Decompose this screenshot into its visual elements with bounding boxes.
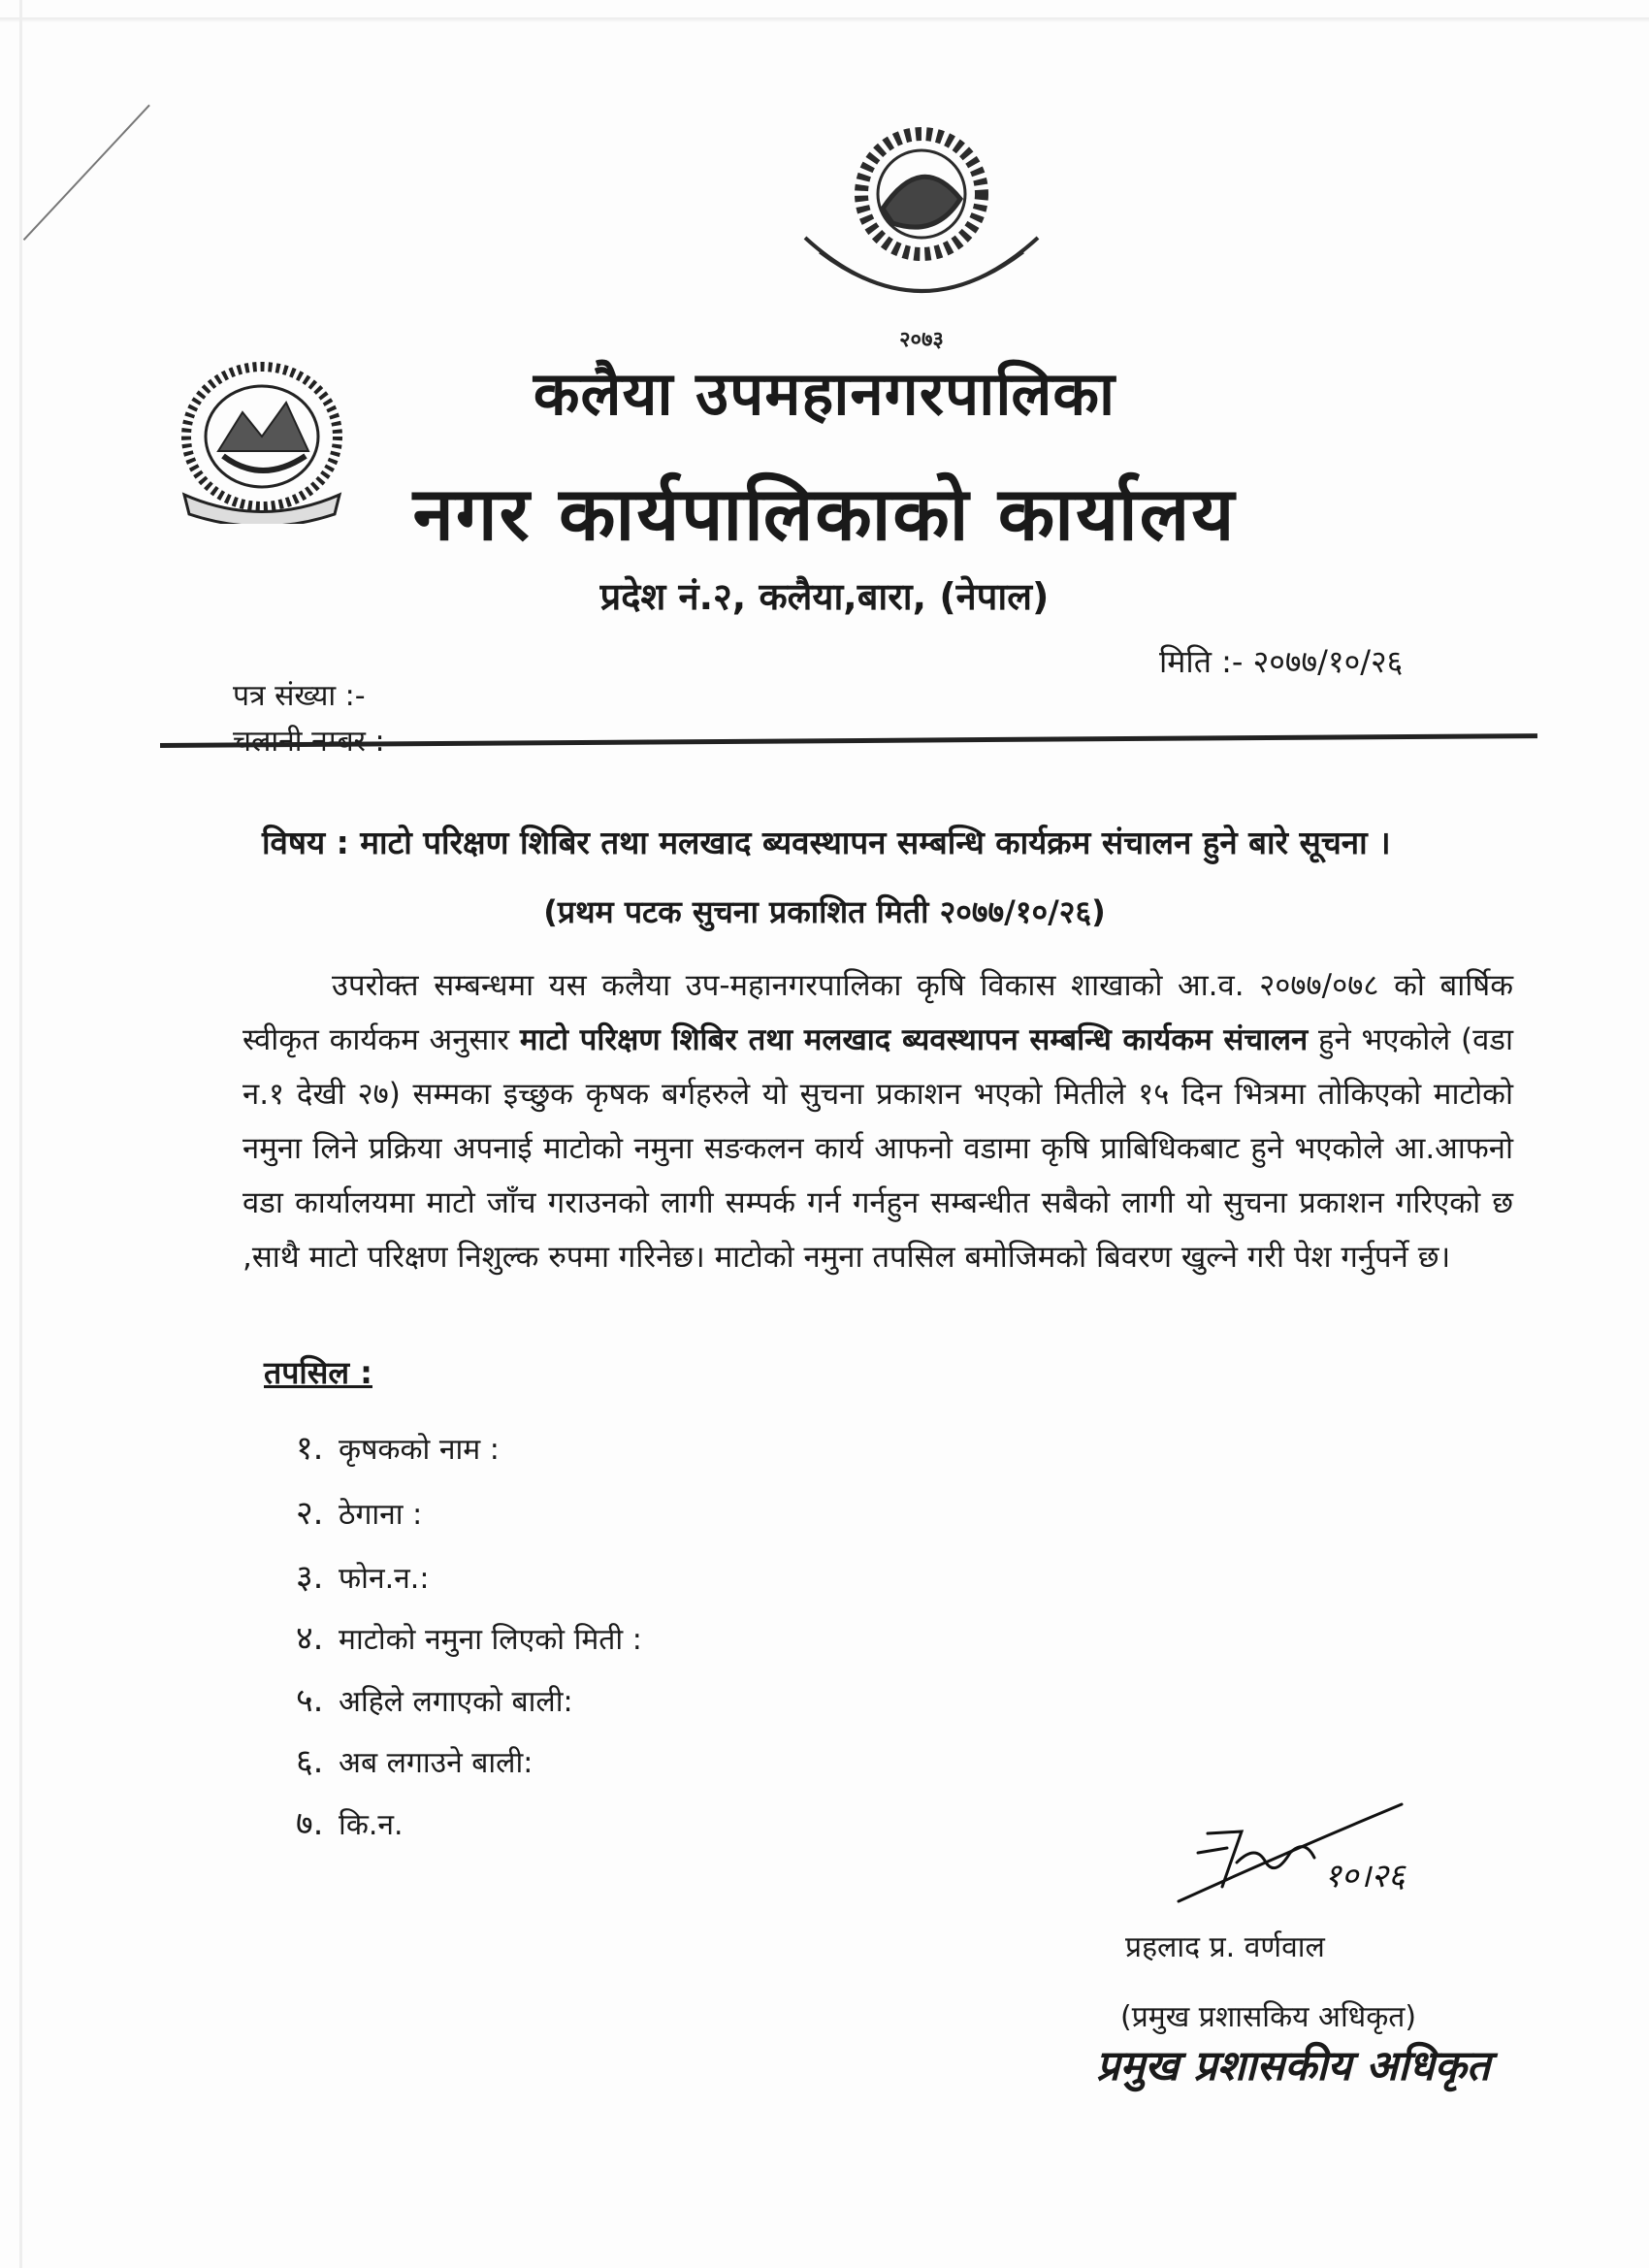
signature-date: १०।२६ — [1324, 1857, 1406, 1895]
schedule-item — [296, 1424, 500, 1469]
letter-date: मिति :- २०७७/१०/२६ — [1159, 643, 1404, 680]
schedule-item — [296, 1614, 642, 1659]
signatory-stamp: प्रमुख प्रशासकीय अधिकृत — [1096, 2042, 1491, 2090]
schedule-item — [296, 1737, 533, 1782]
seal-year: २०७३ — [899, 328, 944, 352]
scan-edge-left — [19, 0, 22, 2268]
schedule-item-number: १. — [296, 1429, 324, 1468]
schedule-item-number: ४. — [296, 1619, 324, 1658]
scan-edge — [0, 17, 1649, 23]
schedule-heading: तपसिल : — [264, 1354, 372, 1391]
dispatch-number — [233, 720, 395, 760]
handwritten-signature — [1169, 1795, 1440, 1921]
fold-line — [23, 105, 150, 241]
office-seal — [776, 92, 1067, 354]
schedule-item-label: ठेगाना : — [339, 1498, 423, 1532]
municipality-name: कलैया उपमहानगरपालिका — [533, 358, 1116, 429]
letter-number: पत्र संख्या :- — [233, 679, 366, 713]
schedule-item — [296, 1676, 573, 1721]
schedule-item-number: ५. — [296, 1681, 324, 1720]
office-address: प्रदेश नं.२, कलैया,बारा, (नेपाल) — [599, 575, 1050, 618]
notice-subject: विषय : माटो परिक्षण शिबिर तथा मलखाद ब्यवस्थापन सम्बन्धि कार्यक्रम संचालन हुने बारे सूचना । — [262, 824, 1391, 861]
schedule-item-label: कि.न. — [339, 1808, 404, 1842]
signatory-title: (प्रमुख प्रशासकिय अधिकृत) — [1120, 2000, 1417, 2034]
notice-body — [242, 958, 1513, 1284]
schedule-item-number: ७. — [296, 1804, 324, 1843]
body-text-part2: हुने भएकोले (वडा न.१ देखी २७) सम्मका इच्छुक कृषक बर्गहरुले यो सुचना प्रकाशन भएको मितीले १५ दिन भित्रमा तोकिएको माटोको नमुना लिने प्रक्रिया अपनाई माटोको नमुना सङकलन कार्य आफनो वडामा कृषि प्राबिधिकबाट हुने भएकोले आ.आफनो वडा कार्यालयमा माटो जाँच गराउनको लागी सम्पर्क गर्न गर्नहुन सम्बन्धीत सबैको लागी यो सुचना प्रकाशन गरिएको छ ,साथै माटो परिक्षण निशुल्क रुपमा गरिनेछ। माटोको नमुना तपसिल बमोजिमको बिवरण खुल्ने गरी पेश गर्नुपर्ने छ। — [242, 1022, 1513, 1275]
schedule-item-label: माटोको नमुना लिएको मिती : — [339, 1623, 642, 1657]
schedule-item-label: फोन.न.: — [339, 1562, 430, 1596]
signatory-name: प्रहलाद प्र. वर्णवाल — [1125, 1930, 1325, 1964]
schedule-item-number: ३. — [296, 1558, 324, 1597]
publish-date-line: (प्रथम पटक सुचना प्रकाशित मिती २०७७/१०/२६) — [543, 893, 1106, 930]
body-text-bold: माटो परिक्षण शिबिर तथा मलखाद ब्यवस्थापन सम्बन्धि कार्यकम संचालन — [519, 1022, 1309, 1057]
body-text-part1: उपरोक्त सम्बन्धमा यस कलैया उप-महानगरपालिका कृषि विकास शाखाको आ.व. २०७७/०७८ को बार्षिक स्वीकृत कार्यकम अनुसार — [242, 968, 1513, 1057]
schedule-item — [296, 1489, 422, 1534]
schedule-item-label: अब लगाउने बाली: — [339, 1746, 534, 1780]
schedule-item — [296, 1799, 404, 1844]
office-name: नगर कार्यपालिकाको कार्यालय — [412, 470, 1237, 557]
schedule-item-label: अहिले लगाएको बाली: — [339, 1685, 573, 1719]
schedule-item-label: कृषकको नाम : — [339, 1433, 500, 1467]
schedule-item-number: ६. — [296, 1742, 324, 1781]
schedule-item — [296, 1553, 429, 1598]
schedule-item-number: २. — [296, 1494, 324, 1533]
